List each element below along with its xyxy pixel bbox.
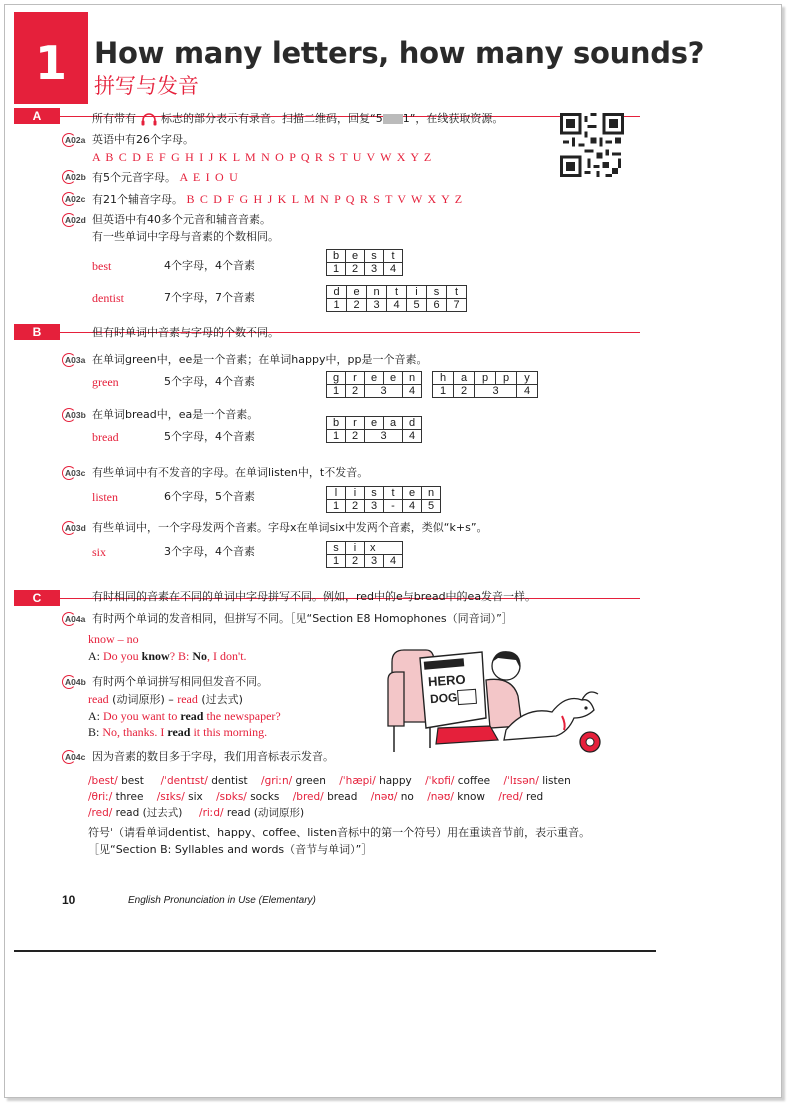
headphones-icon bbox=[140, 113, 158, 126]
word-six: six bbox=[92, 545, 107, 559]
section-a-intro: 所有带有 标志的部分表示有录音。扫描二维码，回复“5 1”，在线获取资源。 bbox=[92, 112, 504, 125]
listen-letter-grid: l i s t e n 1 2 3 - 4 5 bbox=[326, 486, 441, 513]
unit-number-box: 1 bbox=[14, 12, 88, 104]
word-best: best bbox=[92, 259, 112, 273]
ipa-row-3: /red/ read (过去式) /riːd/ read (动词原形) bbox=[88, 807, 305, 819]
green-letter-grid: g r e e n 1 2 3 4 bbox=[326, 371, 422, 398]
a04a-text: 有时两个单词的发音相同，但拼写不同。［见“Section E8 Homophones（同音词）”］ bbox=[92, 612, 513, 625]
audio-track-a03b[interactable]: A03b bbox=[62, 408, 88, 422]
redacted-code bbox=[383, 114, 403, 124]
boy-reading-newspaper-with-dog-illustration bbox=[386, 640, 606, 758]
a03a-text: 在单词green中，ee是一个音素；在单词happy中，pp是一个音素。 bbox=[92, 353, 428, 366]
a02c-text: 有21个辅音字母。 B C D F G H J K L M N P Q R S T V W X Y Z bbox=[92, 192, 464, 206]
ipa-row-1: /best/ best /ˈdentɪst/ dentist /ɡriːn/ green /ˈhæpi/ happy /ˈkɒfi/ coffee /ˈlɪsən/ listen bbox=[88, 775, 571, 787]
audio-track-a02a[interactable]: A02a bbox=[62, 133, 88, 147]
qr-code-icon[interactable] bbox=[560, 113, 624, 177]
best-letter-grid: b e s t 1 2 3 4 bbox=[326, 249, 403, 276]
a04c-text: 因为音素的数目多于字母，我们用音标表示发音。 bbox=[92, 750, 334, 763]
word-green: green bbox=[92, 375, 119, 389]
audio-track-a02b[interactable]: A02b bbox=[62, 170, 88, 184]
dentist-count: 7个字母，7个音素 bbox=[164, 291, 255, 304]
six-letter-grid: s i x 1 2 3 4 bbox=[326, 541, 403, 568]
dentist-letter-grid: d e n t i s t 1 2 3 4 5 6 7 bbox=[326, 285, 467, 312]
consonants-line: B C D F G H J K L M N P Q R S T V W X Y Z bbox=[186, 192, 464, 206]
alphabet-line: A B C D E F G H I J K L M N O P Q R S T U V W X Y Z bbox=[92, 150, 433, 164]
a03b-text: 在单词bread中，ea是一个音素。 bbox=[92, 408, 259, 421]
audio-track-a03a[interactable]: A03a bbox=[62, 353, 88, 367]
section-c-tab: C bbox=[14, 590, 60, 606]
page-subtitle: 拼写与发音 bbox=[94, 74, 199, 98]
audio-track-a04b[interactable]: A04b bbox=[62, 675, 88, 689]
dialog-2b: B: No, thanks. I read it this morning. bbox=[88, 725, 268, 739]
page-title bbox=[94, 36, 704, 70]
section-b-tab: B bbox=[14, 324, 60, 340]
audio-track-a02c[interactable]: A02c bbox=[62, 192, 88, 206]
audio-track-a04c[interactable]: A04c bbox=[62, 750, 88, 764]
dialog-1: A: Do you know? B: No, I don't. bbox=[88, 649, 247, 663]
section-b-reference: ［见“Section B: Syllables and words（音节与单词）”］ bbox=[88, 843, 373, 856]
title-part-1: How many letters, bbox=[94, 36, 399, 70]
audio-track-a03c[interactable]: A03c bbox=[62, 466, 88, 480]
a04b-text: 有时两个单词拼写相同但发音不同。 bbox=[92, 675, 268, 688]
book-title: English Pronunciation in Use (Elementary) bbox=[128, 895, 316, 906]
green-count: 5个字母，4个音素 bbox=[164, 375, 255, 388]
best-count: 4个字母，4个音素 bbox=[164, 259, 255, 272]
word-bread: bread bbox=[92, 430, 119, 444]
section-c-intro: 有时相同的音素在不同的单词中字母拼写不同。例如，red中的e与bread中的ea发音一样。 bbox=[92, 590, 537, 603]
six-count: 3个字母，4个音素 bbox=[164, 545, 255, 558]
audio-track-a04a[interactable]: A04a bbox=[62, 612, 88, 626]
a02d-line-2: 有一些单词中字母与音素的个数相同。 bbox=[92, 230, 279, 243]
know-no-pair: know – no bbox=[88, 632, 139, 646]
page-number: 10 bbox=[62, 893, 76, 907]
section-a-tab: A bbox=[14, 108, 60, 124]
bread-count: 5个字母，4个音素 bbox=[164, 430, 255, 443]
happy-letter-grid: h a p p y 1 2 3 4 bbox=[432, 371, 538, 398]
svg-text:HERO: HERO bbox=[427, 671, 467, 690]
audio-track-a03d[interactable]: A03d bbox=[62, 521, 88, 535]
footer-rule bbox=[14, 950, 656, 952]
vowels-line: A E I O U bbox=[179, 170, 239, 184]
a02b-text: 有5个元音字母。 A E I O U bbox=[92, 170, 239, 184]
a03d-text: 有些单词中，一个字母发两个音素。字母x在单词six中发两个音素，类似“k+s”。 bbox=[92, 521, 488, 534]
listen-count: 6个字母，5个音素 bbox=[164, 490, 255, 503]
ipa-row-2: /θriː/ three /sɪks/ six /sɒks/ socks /bred/ bread /nəʊ/ no /nəʊ/ know /red/ red bbox=[88, 791, 544, 803]
section-b-intro: 但有时单词中音素与字母的个数不同。 bbox=[92, 326, 279, 339]
word-dentist: dentist bbox=[92, 291, 124, 305]
audio-track-a02d[interactable]: A02d bbox=[62, 213, 88, 227]
stress-note: 符号ˈ（请看单词dentist、happy、coffee、listen音标中的第一个符号）用在重读音节前，表示重音。 bbox=[88, 826, 591, 839]
svg-text:DOG: DOG bbox=[429, 690, 458, 707]
read-forms: read (动词原形) – read (过去式) bbox=[88, 692, 243, 706]
dialog-2a: A: Do you want to read the newspaper? bbox=[88, 709, 281, 723]
a02d-line-1: 但英语中有40多个元音和辅音音素。 bbox=[92, 213, 271, 226]
a03c-text: 有些单词中有不发音的字母。在单词listen中，t不发音。 bbox=[92, 466, 369, 479]
word-listen: listen bbox=[92, 490, 118, 504]
a02a-text: 英语中有26个字母。 bbox=[92, 133, 194, 146]
bread-letter-grid: b r e a d 1 2 3 4 bbox=[326, 416, 422, 443]
title-part-2: how many sounds? bbox=[398, 36, 705, 70]
